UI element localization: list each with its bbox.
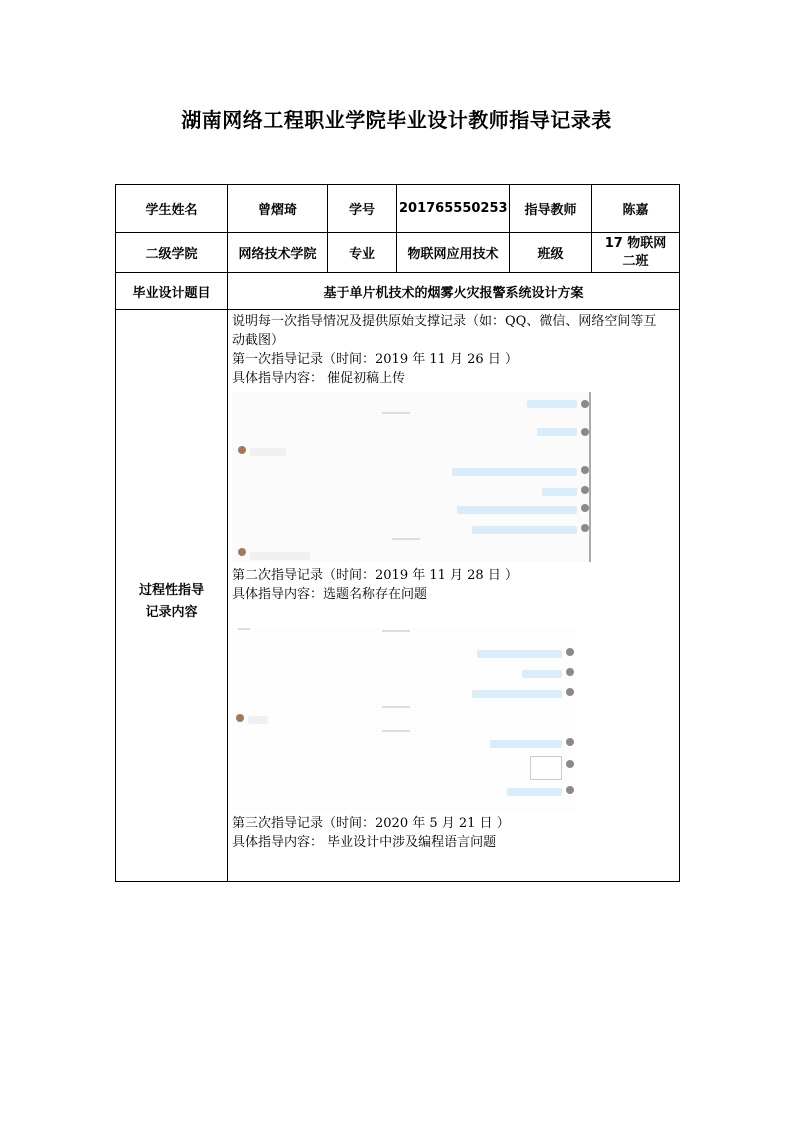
chat-avatar-icon — [566, 648, 574, 656]
chat-avatar-icon — [581, 466, 589, 474]
chat-avatar-icon — [566, 688, 574, 696]
chat-avatar-icon — [581, 524, 589, 532]
chat-bubble — [452, 468, 577, 476]
chat-bubble — [537, 428, 577, 436]
college-label: 二级学院 — [116, 233, 228, 273]
chat-avatar-icon — [566, 668, 574, 676]
chat-bubble — [250, 448, 286, 456]
chat-bubble — [472, 526, 577, 534]
major-value: 物联网应用技术 — [397, 233, 510, 273]
chat-avatar-icon — [566, 786, 574, 794]
chat-timestamp — [392, 538, 420, 540]
chat-avatar-icon — [566, 760, 574, 768]
page-title: 湖南网络工程职业学院毕业设计教师指导记录表 — [181, 108, 612, 132]
chat-avatar-icon — [238, 446, 246, 454]
chat-screenshot-2 — [232, 628, 577, 810]
class-value — [592, 233, 680, 273]
record2-content: 具体指导内容：选题名称存在问题 — [232, 587, 428, 602]
class-value-line2: 二班 — [622, 253, 649, 269]
record2-time: 第二次指导记录（时间：2019 年 11 月 28 日 ） — [232, 568, 518, 583]
chat-bubble — [472, 690, 562, 698]
topic-row — [116, 273, 680, 310]
chat-timestamp — [238, 628, 250, 630]
intro-line2: 动截图） — [232, 333, 285, 348]
chat-avatar-icon — [566, 738, 574, 746]
class-value-line1: 17 物联网 — [604, 235, 667, 251]
student-info-row — [116, 185, 680, 233]
chat-timestamp — [382, 730, 410, 732]
chat-screenshot-1 — [232, 392, 591, 562]
college-value: 网络技术学院 — [228, 233, 328, 273]
chat-avatar-icon — [581, 504, 589, 512]
chat-bubble — [490, 740, 562, 748]
student-name-value: 曾熠琦 — [228, 185, 328, 233]
process-row — [116, 310, 680, 882]
chat-bubble — [542, 488, 577, 496]
process-label-line1: 过程性指导 — [138, 582, 204, 598]
record3-content: 具体指导内容： 毕业设计中涉及编程语言问题 — [232, 835, 497, 850]
chat-avatar-icon — [238, 548, 246, 556]
chat-bubble — [457, 506, 577, 514]
chat-avatar-icon — [581, 400, 589, 408]
class-label: 班级 — [510, 233, 592, 273]
chat-bubble — [507, 788, 562, 796]
process-label-line2: 记录内容 — [145, 604, 198, 620]
record1-content: 具体指导内容： 催促初稿上传 — [232, 371, 406, 386]
topic-value: 基于单片机技术的烟雾火灾报警系统设计方案 — [228, 273, 680, 310]
guidance-record-table — [115, 184, 680, 882]
process-label — [116, 310, 228, 882]
college-info-row — [116, 233, 680, 273]
record3-time: 第三次指导记录（时间：2020 年 5 月 21 日 ） — [232, 816, 510, 831]
advisor-value: 陈嘉 — [592, 185, 680, 233]
student-name-label: 学生姓名 — [116, 185, 228, 233]
chat-bubble — [522, 670, 562, 678]
chat-bubble — [527, 400, 577, 408]
chat-avatar-icon — [236, 714, 244, 722]
chat-avatar-icon — [581, 486, 589, 494]
student-id-value: 201765550253 — [397, 185, 510, 233]
chat-timestamp — [382, 630, 410, 632]
record1-time: 第一次指导记录（时间：2019 年 11 月 26 日 ） — [232, 352, 518, 367]
chat-timestamp — [382, 706, 410, 708]
student-id-label: 学号 — [328, 185, 397, 233]
major-label: 专业 — [328, 233, 397, 273]
image-message-icon — [530, 756, 562, 780]
chat-bubble — [250, 552, 310, 560]
chat-bubble — [248, 716, 268, 724]
chat-timestamp — [382, 412, 410, 414]
topic-label: 毕业设计题目 — [116, 273, 228, 310]
chat-bubble — [477, 650, 562, 658]
intro-line1: 说明每一次指导情况及提供原始支撑记录（如：QQ、微信、网络空间等互 — [232, 314, 657, 329]
chat-avatar-icon — [581, 428, 589, 436]
advisor-label: 指导教师 — [510, 185, 592, 233]
process-content — [228, 310, 680, 882]
